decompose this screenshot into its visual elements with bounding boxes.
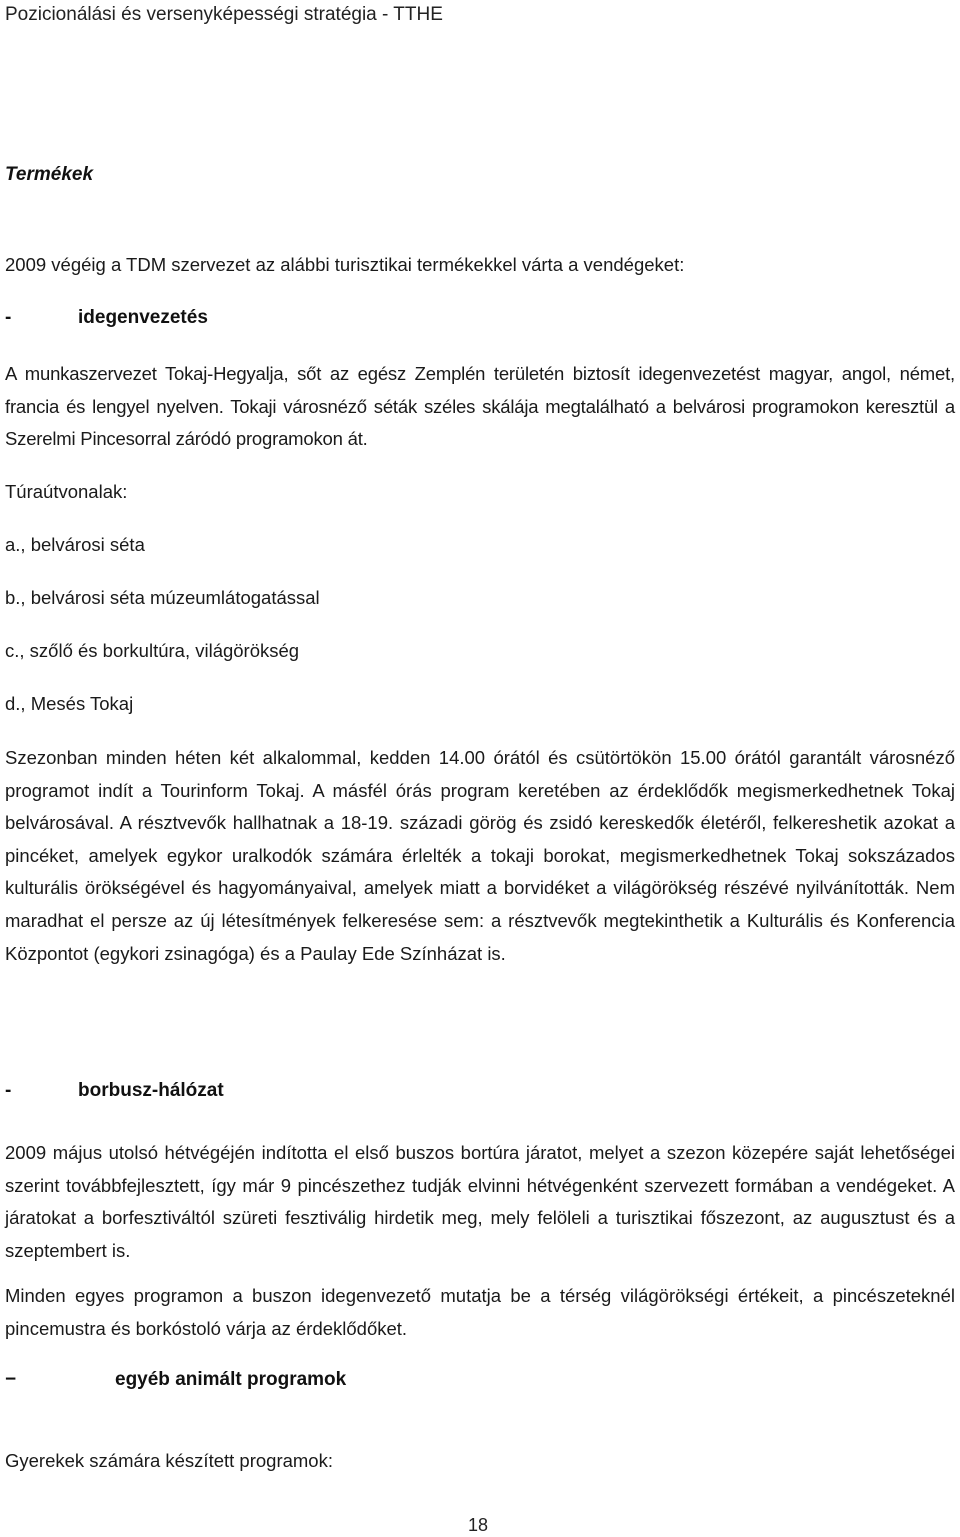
route-item: b., belvárosi séta múzeumlátogatással	[5, 587, 320, 608]
bullet-label: egyéb animált programok	[115, 1369, 347, 1390]
bullet-dash: -	[5, 1080, 12, 1101]
route-item: a., belvárosi séta	[5, 534, 145, 555]
bullet-label: idegenvezetés	[78, 307, 208, 328]
page-number: 18	[468, 1515, 489, 1535]
route-item: c., szőlő és borkultúra, világörökség	[5, 640, 300, 661]
bullet-dash: -	[5, 307, 12, 328]
bullet-borbusz	[5, 1080, 224, 1102]
intro-text: 2009 végéig a TDM szervezet az alábbi turisztikai termékekkel várta a vendégeket:	[5, 254, 685, 275]
routes-heading: Túraútvonalak:	[5, 481, 128, 502]
bullet-dash: −	[5, 1369, 17, 1390]
children-programs-text: Gyerekek számára készített programok:	[5, 1450, 333, 1471]
guide-paragraph: A munkaszervezet Tokaj-Hegyalja, sőt az egész Zemplén területén biztosít idegenvezetést magyar, angol, német, francia és lengyel nyelven. Tokaji városnéző séták széles skálája megtalálható a belvárosi programokon keresztül a Szerelmi Pincesorral záródó programokon át.	[5, 363, 955, 449]
bullet-label: borbusz-hálózat	[78, 1080, 224, 1101]
bus-paragraph-2: Minden egyes programon a buszon idegenvezető mutatja be a térség világörökségi értékeit, a pincészeteknél pincemustra és borkóstoló várja az érdeklődőket.	[5, 1285, 955, 1339]
section-title: Termékek	[5, 164, 94, 185]
bullet-animalt-programok	[5, 1369, 346, 1391]
page-header: Pozicionálási és versenyképességi stratégia - TTHE	[5, 4, 443, 25]
route-item: d., Mesés Tokaj	[5, 693, 134, 714]
bus-paragraph-1: 2009 május utolsó hétvégéjén indította el első buszos bortúra járatot, melyet a szezon közepére saját lehetőségei szerint továbbfejlesztett, így már 9 pincészethez tudják elvinni hétvégenként szervezett formában a vendégeket. A járatokat a borfesztiváltól szüreti fesztiválig hirdetik meg, mely felöleli a turisztikai főszezont, az augusztust és a szeptembert is.	[5, 1142, 955, 1261]
bullet-idegenvezetes	[5, 307, 208, 329]
season-paragraph: Szezonban minden héten két alkalommal, kedden 14.00 órától és csütörtökön 15.00 órától garantált városnéző programot indít a Tourinform Tokaj. A másfél órás program keretében az érdeklődők megismerkedhetnek Tokaj belvárosával. A résztvevők hallhatnak a 18-19. századi görög és zsidó kereskedők életéről, felkereshetik azokat a pincéket, amelyek egykor uralkodók számára érlelték a tokaji borokat, megismerkedhetnek Tokaj sokszázados kulturális örökségével és hagyományaival, amelyek miatt a borvidéket a világörökség részévé nyilvánították. Nem maradhat el persze az új létesítmények felkeresése sem: a résztvevők megtekinthetik a Kulturális és Konferencia Központot (egykori zsinagóga) és a Paulay Ede Színházat is.	[5, 747, 955, 964]
